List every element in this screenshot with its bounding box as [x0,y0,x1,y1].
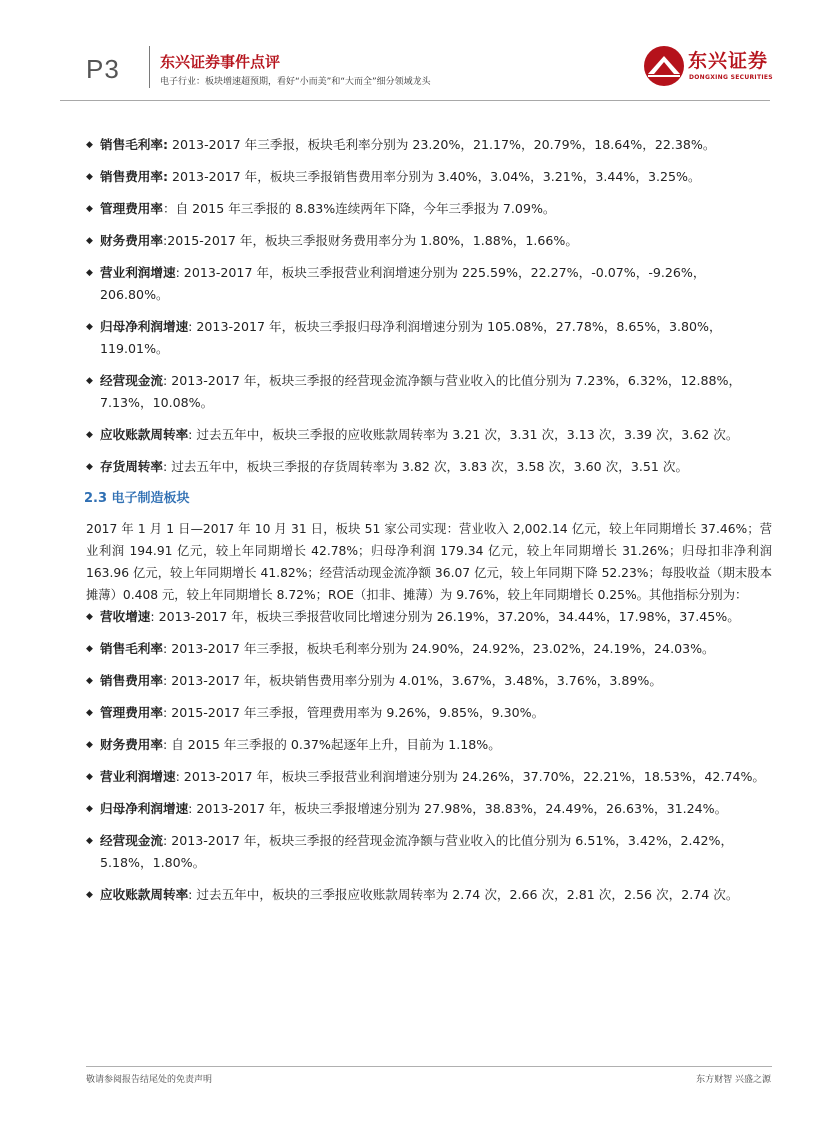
metric-label: 销售毛利率: [100,137,169,152]
metric-label: 营业利润增速 [100,265,176,280]
metric-item [86,134,772,156]
metric-label: 管理费用率 [100,201,163,216]
metric-text: : 过去五年中，板块的三季报应收账款周转率为 2.74 次，2.66 次，2.81 次，2.56 次，2.74 次。 [188,887,739,902]
metric-label: 销售费用率 [100,673,163,688]
logo-emblem-icon [642,44,686,88]
metric-item [86,424,772,446]
metric-item [86,766,772,788]
metric-label: 经营现金流 [100,833,163,848]
metric-text: 2013-2017 年三季报，板块毛利率分别为 23.20%，21.17%，20.79%，18.64%，22.38%。 [168,137,716,152]
metric-item [86,638,772,660]
logo-text-cn: 东兴证券 [688,50,769,72]
section-heading: 2.3 电子制造板块 [84,491,190,506]
metric-label: 财务费用率 [100,233,163,248]
metric-item [86,166,772,188]
metric-item [86,230,772,252]
metric-text: : 2013-2017 年，板块三季报的经营现金流净额与营业收入的比值分别为 7.23%，6.32%，12.88%，7.13%，10.08%。 [100,373,742,410]
metric-item [86,798,772,820]
metric-item [86,370,772,414]
metric-text: :2015-2017 年，板块三季报财务费用率分为 1.80%，1.88%，1.66%。 [162,233,578,248]
metric-text: : 过去五年中，板块三季报的存货周转率为 3.82 次，3.83 次，3.58 次，3.60 次，3.51 次。 [162,459,689,474]
metric-label: 存货周转率 [100,459,163,474]
report-body [86,134,772,916]
metric-label: 归母净利润增速 [100,319,189,334]
metric-text: : 自 2015 年三季报的 0.37%起逐年上升，目前为 1.18%。 [162,737,501,752]
page-number: P3 [86,54,120,84]
metric-item [86,830,772,874]
report-subtitle: 电子行业：板块增速超预期，看好“小而美”和“大而全”细分领域龙头 [160,77,431,87]
report-type: 东兴证券事件点评 [160,53,281,71]
metric-item [86,316,772,360]
metric-text: : 2013-2017 年，板块三季报增速分别为 27.98%，38.83%，24.49%，26.63%，31.24%。 [188,801,728,816]
metric-text: : 2013-2017 年，板块销售费用率分别为 4.01%，3.67%，3.48%，3.76%，3.89%。 [162,673,662,688]
metric-text: ：自 2015 年三季报的 8.83%连续两年下降，今年三季报为 7.09%。 [162,201,556,216]
metric-item [86,606,772,628]
metric-label: 销售毛利率 [100,641,163,656]
metric-label: 归母净利润增速 [100,801,189,816]
metric-item [86,734,772,756]
metric-item [86,456,772,478]
footer-slogan: 东方财智 兴盛之源 [696,1075,771,1085]
metric-item [86,262,772,306]
metric-label: 应收账款周转率 [100,887,189,902]
metric-item [86,702,772,724]
metric-text: : 2013-2017 年，板块三季报营收同比增速分别为 26.19%，37.20%，34.44%，17.98%，37.45%。 [150,609,740,624]
header-divider [149,46,150,88]
metric-text: : 2013-2017 年，板块三季报营业利润增速分别为 24.26%，37.70%，22.21%，18.53%，42.74%。 [175,769,766,784]
footer-rule [86,1066,772,1067]
metric-label: 经营现金流 [100,373,163,388]
header-rule [60,100,770,101]
metric-label: 管理费用率 [100,705,163,720]
metric-text: : 2013-2017 年三季报，板块毛利率分别为 24.90%，24.92%，23.02%，24.19%，24.03%。 [162,641,715,656]
logo-text-en: DONGXING SECURITIES [689,74,773,81]
company-logo [642,44,772,90]
metric-text: : 2015-2017 年三季报，管理费用率为 9.26%，9.85%，9.30%。 [162,705,545,720]
metric-label: 营业利润增速 [100,769,176,784]
footer-disclaimer: 敬请参阅报告结尾处的免责声明 [86,1075,213,1085]
metric-item [86,884,772,906]
intro-paragraph: 2017 年 1 月 1 日—2017 年 10 月 31 日，板块 51 家公司实现：营业收入 2,002.14 亿元，较上年同期增长 37.46%；营业利润 194.91 亿元，较上年同期增长 42.78%；归母净利润 179.34 亿元，较上年同期增长 31.26%；归母扣非净利润 163.96 亿元，较上年同期增长 41.82%；经营活动现金流净额 36.07 亿元，较上年同期下降 52.23%；每股收益（期末股本摊薄）0.408 元，较上年同期增长 8.72%；ROE（扣非、摊薄）为 9.76%，较上年同期增长 0.25%。其他指标分别为： [86,522,772,602]
metric-item [86,198,772,220]
page-header [0,0,827,100]
metric-text: : 2013-2017 年，板块三季报的经营现金流净额与营业收入的比值分别为 6.51%，3.42%，2.42%，5.18%，1.80%。 [100,833,734,870]
metric-label: 销售费用率: [100,169,169,184]
metric-label: 营收增速 [100,609,151,624]
metric-label: 应收账款周转率 [100,427,189,442]
metric-text: : 2013-2017 年，板块三季报营业利润增速分别为 225.59%，22.27%，-0.07%，-9.26%，206.80%。 [100,265,706,302]
metric-label: 财务费用率 [100,737,163,752]
metric-text: 2013-2017 年，板块三季报销售费用率分别为 3.40%，3.04%，3.21%，3.44%，3.25%。 [168,169,701,184]
metric-item [86,670,772,692]
metric-text: : 2013-2017 年，板块三季报归母净利润增速分别为 105.08%，27.78%，8.65%，3.80%，119.01%。 [100,319,722,356]
metric-text: : 过去五年中，板块三季报的应收账款周转率为 3.21 次，3.31 次，3.13 次，3.39 次，3.62 次。 [188,427,739,442]
